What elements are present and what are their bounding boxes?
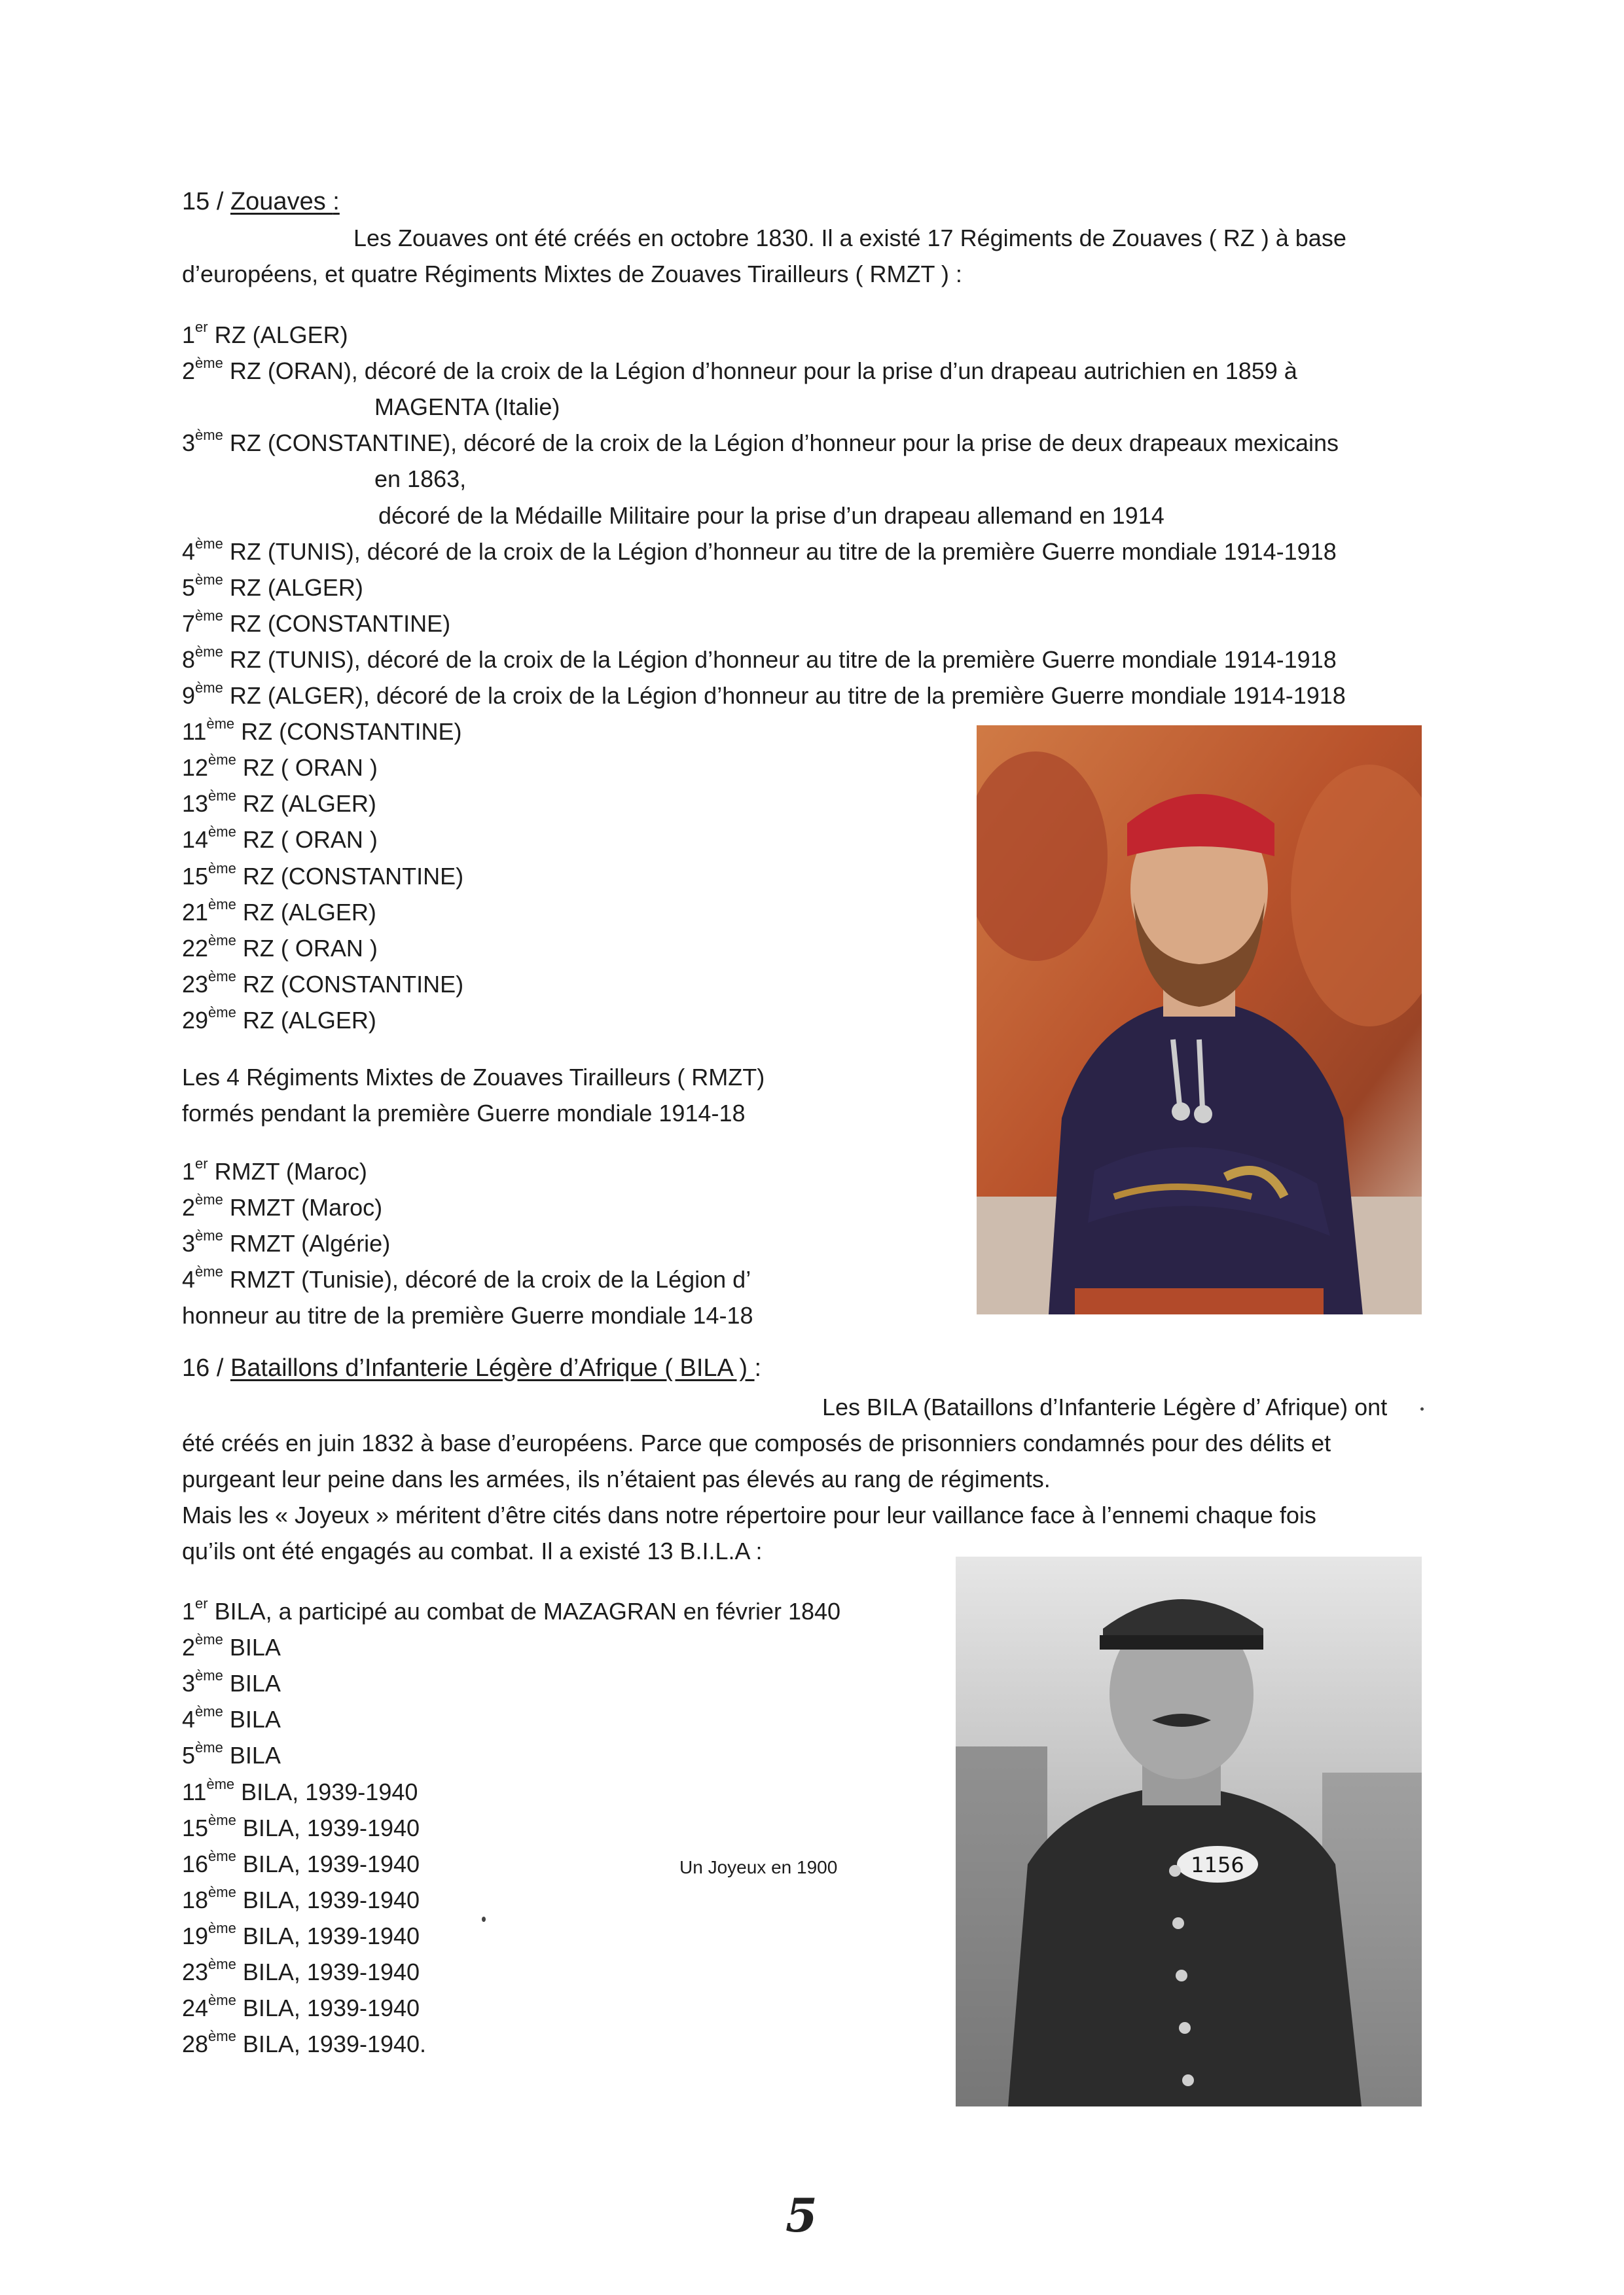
ordinal-number: 23 <box>182 970 209 998</box>
ordinal-suffix: ème <box>208 931 236 949</box>
ordinal-suffix: ème <box>195 1191 223 1208</box>
rmzt-item <box>182 1265 751 1294</box>
ordinal-number: 4 <box>182 537 196 565</box>
item-text: BILA, 1939-1940 <box>236 1959 420 1985</box>
section-title: Zouaves <box>230 188 333 215</box>
ordinal-number: 2 <box>182 1634 196 1661</box>
item-text: RMZT (Maroc) <box>208 1158 367 1185</box>
item-text: RZ (ALGER) <box>208 321 348 348</box>
ordinal-suffix: ème <box>208 967 236 985</box>
battalion-item <box>182 1958 420 1987</box>
battalion-item <box>182 1847 420 1879</box>
item-text: RZ (CONSTANTINE) <box>236 862 464 890</box>
item-text: décoré de la Médaille Militaire pour la prise d’un drapeau allemand en 1914 <box>378 501 1164 529</box>
zouaves-intro-line-2: d’européens, et quatre Régiments Mixtes de Zouaves Tirailleurs ( RMZT ) : <box>182 261 962 287</box>
bila-intro-line-1: Les BILA (Bataillons d’Infanterie Légère d’ Afrique) ont <box>822 1394 1388 1420</box>
ordinal-suffix: ème <box>208 787 236 804</box>
ordinal-suffix: ème <box>195 427 223 444</box>
item-text: RZ ( ORAN ) <box>236 754 378 782</box>
ordinal-number: 7 <box>182 609 196 637</box>
item-text: RZ (CONSTANTINE), décoré de la croix de la Légion d’honneur pour la prise de deux drapeaux mexicains <box>223 429 1339 457</box>
item-text: en 1863, <box>374 465 467 493</box>
bila-intro-line-5: qu’ils ont été engagés au combat. Il a existé 13 B.I.L.A : <box>182 1538 763 1564</box>
ordinal-number: 3 <box>182 1670 196 1697</box>
regiment-item <box>182 931 378 963</box>
ordinal-suffix: ème <box>195 1227 223 1244</box>
ordinal-suffix: ème <box>208 1847 236 1864</box>
item-text: RMZT (Maroc) <box>223 1194 383 1221</box>
ordinal-suffix: ème <box>208 895 236 913</box>
bila-intro-line-2: été créés en juin 1832 à base d’européens. Parce que composés de prisonniers condamnés pour des délits et <box>182 1430 1331 1456</box>
ordinal-number: 18 <box>182 1886 209 1913</box>
item-text: BILA, 1939-1940 <box>236 1922 420 1949</box>
rmzt-item <box>182 1157 367 1186</box>
battalion-item <box>182 1633 281 1662</box>
regiment-item <box>182 1003 376 1035</box>
ordinal-number: 4 <box>182 1706 196 1733</box>
ordinal-suffix: ème <box>195 535 223 552</box>
ordinal-number: 1 <box>182 1598 196 1625</box>
ordinal-number: 24 <box>182 1995 209 2022</box>
ordinal-suffix: ème <box>195 1703 223 1720</box>
ordinal-number: 8 <box>182 645 196 673</box>
item-text: RZ ( ORAN ) <box>236 934 378 962</box>
regiment-item <box>182 645 1337 674</box>
regiment-item <box>182 753 378 782</box>
ordinal-number: 3 <box>182 1230 196 1257</box>
item-text: RZ (ORAN), décoré de la croix de la Légion d’honneur pour la prise d’un drapeau autrichien en 1859 à <box>223 357 1297 385</box>
ordinal-number: 22 <box>182 934 209 962</box>
item-text: BILA, 1939-1940 <box>236 1814 420 1841</box>
item-text: RZ (CONSTANTINE) <box>236 970 464 998</box>
ordinal-number: 16 <box>182 1850 209 1877</box>
ordinal-number: 4 <box>182 1266 196 1293</box>
scan-speck <box>482 1917 486 1922</box>
ordinal-suffix: ème <box>195 571 223 588</box>
ordinal-suffix: ème <box>208 2028 236 2045</box>
item-text: BILA, 1939-1940 <box>236 1886 420 1913</box>
regiment-item <box>182 895 376 927</box>
ordinal-number: 21 <box>182 898 209 926</box>
ordinal-number: 11 <box>182 718 207 746</box>
item-text: BILA <box>223 1742 281 1769</box>
battalion-item <box>182 1883 420 1915</box>
ordinal-suffix: er <box>195 1155 208 1172</box>
item-text: BILA, a participé au combat de MAZAGRAN en février 1840 <box>208 1598 841 1625</box>
ordinal-number: 9 <box>182 682 196 709</box>
item-text: RZ ( ORAN ) <box>236 826 378 854</box>
ordinal-number: 3 <box>182 429 196 457</box>
ordinal-number: 11 <box>182 1778 207 1805</box>
ordinal-number: 28 <box>182 2031 209 2058</box>
section-title: Bataillons d’Infanterie Légère d’Afrique ( BILA ) <box>230 1354 755 1382</box>
battalion-item <box>182 1994 420 2023</box>
ordinal-suffix: ème <box>208 1003 236 1021</box>
ordinal-number: 12 <box>182 754 209 782</box>
battalion-item <box>182 2030 426 2059</box>
ordinal-suffix: ème <box>208 751 236 768</box>
regiment-item <box>182 967 464 999</box>
bila-intro-line-3: purgeant leur peine dans les armées, ils n’étaient pas élevés au rang de régiments. <box>182 1466 1051 1492</box>
item-text: RZ (ALGER) <box>223 573 363 601</box>
regiment-item <box>182 429 1339 458</box>
item-text: RZ (CONSTANTINE) <box>223 609 451 637</box>
zouaves-heading <box>182 187 340 216</box>
item-text: honneur au titre de la première Guerre mondiale 14-18 <box>182 1302 753 1329</box>
item-text: RMZT (Algérie) <box>223 1230 391 1257</box>
item-text: BILA <box>223 1634 281 1661</box>
ordinal-number: 1 <box>182 1158 196 1185</box>
zouave-figure <box>977 725 1422 1314</box>
ordinal-number: 23 <box>182 1959 209 1985</box>
ordinal-number: 19 <box>182 1922 209 1949</box>
item-text: RZ (TUNIS), décoré de la croix de la Légion d’honneur au titre de la première Guerre mondiale 1914-1918 <box>223 537 1337 565</box>
regiment-item <box>182 681 1346 710</box>
regiment-item <box>182 537 1337 566</box>
item-text: RZ (ALGER) <box>236 790 376 818</box>
ordinal-suffix: ème <box>195 1631 223 1648</box>
bila-intro-line-4: Mais les « Joyeux » méritent d’être cités dans notre répertoire pour leur vaillance face à l’ennemi chaque fois <box>182 1502 1316 1528</box>
joyeux-figure <box>956 1557 1422 2106</box>
ordinal-suffix: ème <box>208 1811 236 1828</box>
section-number: 16 / <box>182 1354 230 1382</box>
item-text: BILA <box>223 1670 281 1697</box>
ordinal-suffix: er <box>195 1595 208 1612</box>
ordinal-number: 1 <box>182 321 196 348</box>
item-text: BILA <box>223 1706 281 1733</box>
ordinal-suffix: ème <box>195 679 223 696</box>
regiment-item <box>182 825 378 854</box>
ordinal-number: 15 <box>182 1814 209 1841</box>
item-text: BILA, 1939-1940 <box>236 1995 420 2022</box>
ordinal-suffix: ème <box>208 1919 236 1936</box>
ordinal-suffix: ème <box>208 859 236 876</box>
ordinal-number: 5 <box>182 1742 196 1769</box>
scan-speck <box>1420 1407 1424 1411</box>
ordinal-suffix: ème <box>208 1992 236 2009</box>
ordinal-number: 14 <box>182 826 209 854</box>
ordinal-number: 13 <box>182 790 209 818</box>
ordinal-suffix: ème <box>195 1667 223 1684</box>
ordinal-suffix: ème <box>208 823 236 840</box>
joyeux-photo <box>956 1557 1422 2106</box>
ordinal-suffix: ème <box>206 1775 235 1792</box>
item-text: RZ (CONSTANTINE) <box>234 718 462 746</box>
regiment-item <box>182 357 1297 386</box>
section-colon: : <box>333 188 340 215</box>
ordinal-number: 29 <box>182 1006 209 1034</box>
rmzt-item <box>182 1193 382 1222</box>
section-colon: : <box>754 1354 762 1382</box>
rmzt-intro-line-2: formés pendant la première Guerre mondiale 1914-18 <box>182 1100 746 1127</box>
rmzt-item <box>182 1301 753 1330</box>
rmzt-item <box>182 1229 390 1258</box>
section-number: 15 / <box>182 188 230 215</box>
regiment-item <box>374 393 560 422</box>
regiment-item <box>182 717 461 746</box>
regiment-item <box>182 573 363 602</box>
ordinal-suffix: ème <box>208 1883 236 1900</box>
ordinal-suffix: ème <box>208 1956 236 1972</box>
item-text: BILA, 1939-1940 <box>236 1850 420 1877</box>
item-text: BILA, 1939-1940 <box>234 1778 418 1805</box>
photo-caption: Un Joyeux en 1900 <box>679 1857 838 1877</box>
rmzt-intro-line-1: Les 4 Régiments Mixtes de Zouaves Tirailleurs ( RMZT) <box>182 1064 765 1091</box>
regiment-item <box>182 859 464 891</box>
ordinal-suffix: ème <box>195 607 223 624</box>
regiment-item <box>378 501 1164 530</box>
badge-number: 1156 <box>1191 1852 1244 1877</box>
ordinal-number: 5 <box>182 573 196 601</box>
regiment-item <box>182 609 450 638</box>
ordinal-number: 2 <box>182 357 196 385</box>
ordinal-suffix: ème <box>195 643 223 660</box>
ordinal-number: 15 <box>182 862 209 890</box>
ordinal-suffix: ème <box>195 355 223 372</box>
item-text: BILA, 1939-1940. <box>236 2031 427 2058</box>
regiment-item <box>182 321 348 350</box>
battalion-item <box>182 1741 281 1770</box>
page-number: 5 <box>785 2188 818 2243</box>
ordinal-number: 2 <box>182 1194 196 1221</box>
battalion-item <box>182 1669 281 1698</box>
battalion-item <box>182 1597 840 1626</box>
ordinal-suffix: ème <box>195 1739 223 1756</box>
ordinal-suffix: er <box>195 319 208 335</box>
item-text: MAGENTA (Italie) <box>374 393 560 421</box>
battalion-item <box>182 1705 281 1734</box>
ordinal-suffix: ème <box>195 1263 223 1280</box>
item-text: RZ (ALGER) <box>236 898 376 926</box>
item-text: RMZT (Tunisie), décoré de la croix de la Légion d’ <box>223 1266 751 1293</box>
item-text: RZ (ALGER), décoré de la croix de la Légion d’honneur au titre de la première Guerre mondiale 1914-1918 <box>223 682 1346 709</box>
regiment-item <box>182 789 376 818</box>
ordinal-suffix: ème <box>206 715 235 732</box>
item-text: RZ (ALGER) <box>236 1006 376 1034</box>
zouave-photo <box>977 725 1422 1314</box>
regiment-item <box>374 465 466 494</box>
item-text: RZ (TUNIS), décoré de la croix de la Légion d’honneur au titre de la première Guerre mondiale 1914-1918 <box>223 645 1337 673</box>
battalion-item <box>182 1775 418 1807</box>
battalion-item <box>182 1919 420 1951</box>
battalion-item <box>182 1811 420 1843</box>
zouaves-intro-line-1: Les Zouaves ont été créés en octobre 1830. Il a existé 17 Régiments de Zouaves ( RZ ) à base <box>353 225 1346 251</box>
bila-heading <box>182 1354 761 1382</box>
